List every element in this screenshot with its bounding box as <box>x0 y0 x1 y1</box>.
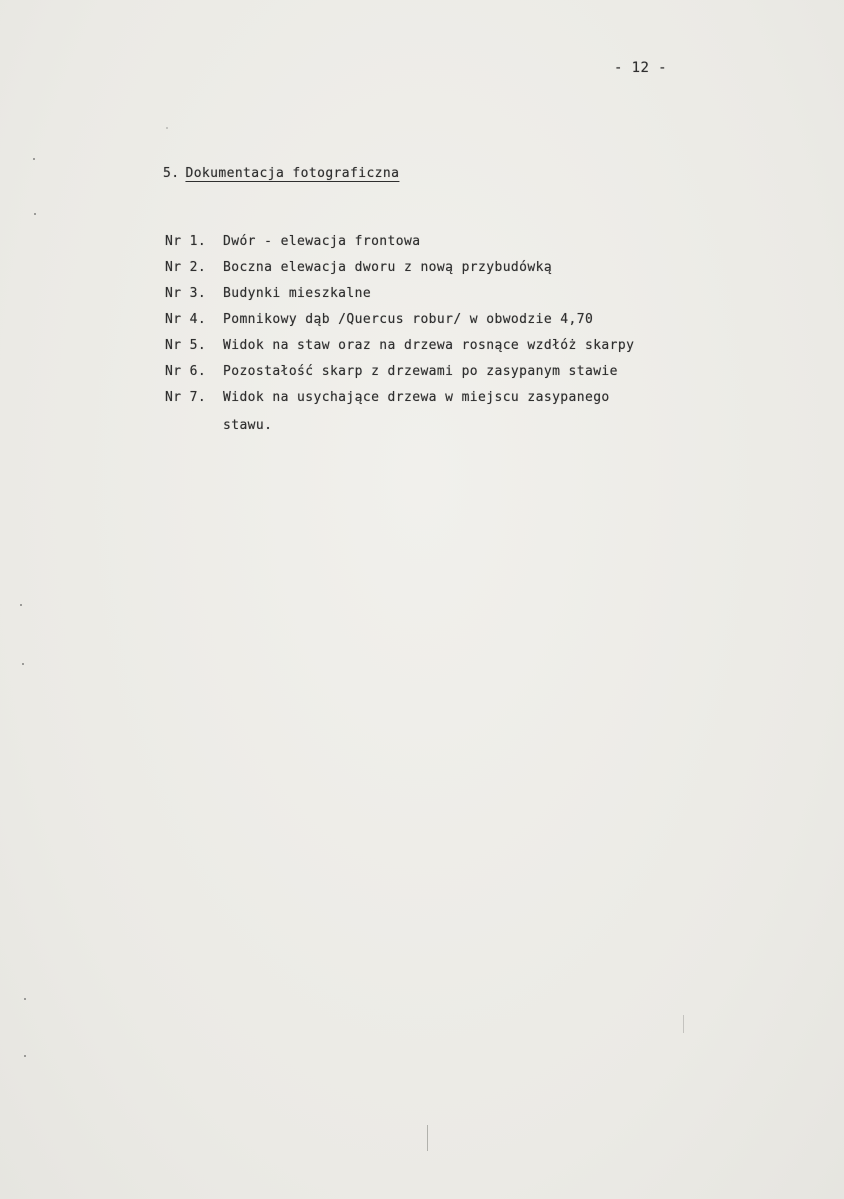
scan-speck <box>24 998 26 1000</box>
item-text: Widok na staw oraz na drzewa rosnące wzdłóż skarpy <box>223 338 635 353</box>
item-text: Pozostałość skarp z drzewami po zasypanym stawie <box>223 364 618 379</box>
scan-hairline <box>683 1015 684 1033</box>
list-item <box>165 389 634 433</box>
scan-speck <box>33 158 35 160</box>
item-label: Nr 4. <box>165 312 207 327</box>
scan-hairline <box>427 1125 428 1151</box>
item-label: Nr 3. <box>165 286 207 301</box>
scan-speck <box>22 663 24 665</box>
section-heading <box>163 166 399 181</box>
list-item <box>165 233 634 259</box>
item-text: Widok na usychające drzewa w miejscu zasypanego <box>223 390 610 405</box>
item-label: Nr 2. <box>165 260 207 275</box>
item-label: Nr 7. <box>165 390 207 405</box>
section-title: Dokumentacja fotograficzna <box>185 166 400 181</box>
list-item <box>165 259 634 285</box>
photo-list <box>165 233 635 433</box>
page-number: - 12 - <box>614 60 667 76</box>
item-label: Nr 1. <box>165 234 207 249</box>
list-item <box>165 285 634 311</box>
scan-speck <box>20 604 22 606</box>
list-item <box>165 337 634 363</box>
item-text: Boczna elewacja dworu z nową przybudówką <box>223 260 553 275</box>
list-item <box>165 363 634 389</box>
item-continuation: stawu. <box>223 418 273 433</box>
item-label: Nr 6. <box>165 364 207 379</box>
list-item <box>165 311 634 337</box>
item-text: Budynki mieszkalne <box>223 286 372 301</box>
section-number: 5. <box>163 166 180 181</box>
scan-speck <box>34 213 36 215</box>
item-label: Nr 5. <box>165 338 207 353</box>
item-text: Pomnikowy dąb /Quercus robur/ w obwodzie 4,70 <box>223 312 594 327</box>
scan-speck <box>24 1055 26 1057</box>
scan-speck <box>166 127 168 129</box>
item-text: Dwór - elewacja frontowa <box>223 234 421 249</box>
